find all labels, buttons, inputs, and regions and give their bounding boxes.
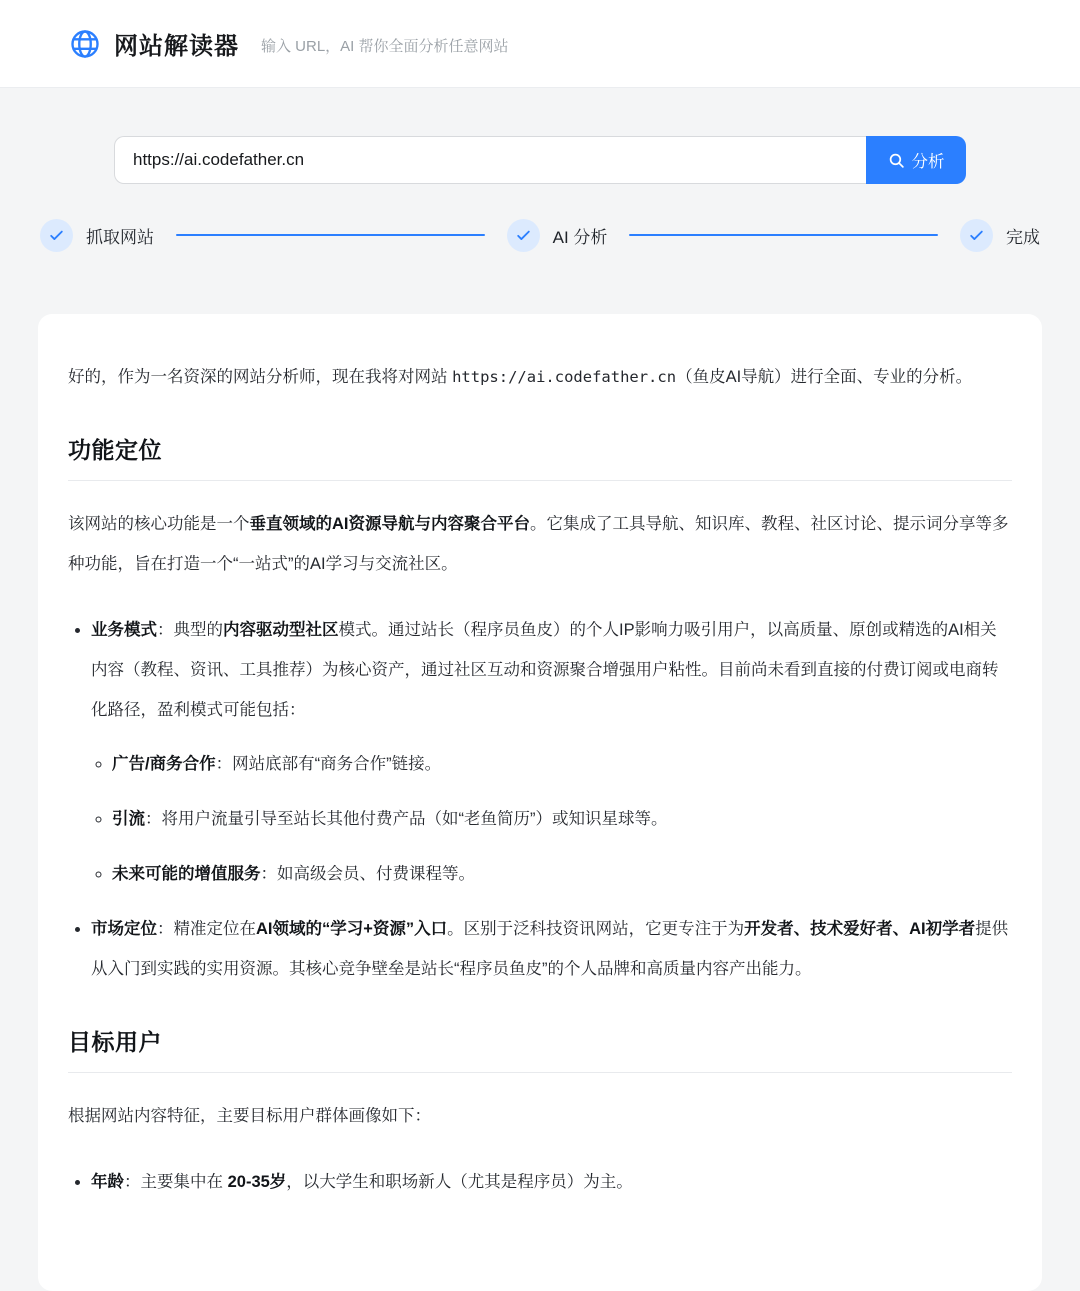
text-run: 根据网站内容特征，主要目标用户群体画像如下： xyxy=(68,1106,431,1125)
search-bar xyxy=(114,136,966,184)
text-run: ：典型的 xyxy=(157,620,223,639)
text-run: ：如高级会员、付费课程等。 xyxy=(260,865,475,884)
section-heading: 功能定位 xyxy=(68,436,1012,481)
report-sublist-item xyxy=(112,745,1012,785)
step-circle xyxy=(960,219,993,252)
inline-code: https://ai.codefather.cn xyxy=(452,368,677,386)
bold-text: 年龄 xyxy=(91,1172,124,1191)
report-list-item xyxy=(91,611,1012,896)
section-heading: 目标用户 xyxy=(68,1028,1012,1073)
text-run: ：网站底部有“商务合作”链接。 xyxy=(215,755,442,774)
report-paragraph xyxy=(68,1097,1012,1137)
check-icon xyxy=(968,227,985,244)
globe-icon xyxy=(70,29,100,59)
step-circle xyxy=(40,219,73,252)
check-icon xyxy=(48,227,65,244)
app-header xyxy=(0,0,1080,88)
analyze-button-label: 分析 xyxy=(911,153,945,171)
text-run: 模式。通过站长（程序员鱼皮）的个人IP影响力吸引用户，以高质量、原创或精选的AI相关内容（教程、资讯、工具推荐）为核心资产，通过社区互动和资源聚合增强用户粘性。目前尚未看到直接的付费订阅或电商转化路径，盈利模式可能包括： xyxy=(91,620,999,719)
url-input[interactable] xyxy=(114,136,866,184)
bold-text: 未来可能的增值服务 xyxy=(112,865,261,884)
app-title: 网站解读器 xyxy=(114,33,239,60)
report-list xyxy=(68,1163,1012,1203)
text-run: ：将用户流量引导至站长其他付费产品（如“老鱼简历”）或知识星球等。 xyxy=(145,810,668,829)
app-subtitle: 输入 URL，AI 帮你全面分析任意网站 xyxy=(261,38,509,55)
bold-text: 广告/商务合作 xyxy=(112,755,216,774)
text-run: 。它集成了工具导航、知识库、教程、社区讨论、提示词分享等多种功能，旨在打造一个“一站式”的AI学习与交流社区。 xyxy=(68,514,1009,573)
report-paragraph xyxy=(68,358,1012,398)
bold-text: AI领域的“学习+资源”入口 xyxy=(256,920,448,939)
step-fetch-site xyxy=(40,219,154,252)
text-run: （鱼皮AI导航）进行全面、专业的分析。 xyxy=(676,368,973,386)
report-list-item xyxy=(91,1163,1012,1203)
text-run: 该网站的核心功能是一个 xyxy=(68,514,250,533)
step-connector xyxy=(176,234,485,236)
report-body xyxy=(68,358,1012,1203)
search-icon xyxy=(888,152,905,169)
step-label: 完成 xyxy=(1006,227,1041,247)
step-label: 抓取网站 xyxy=(86,227,154,247)
bold-text: 引流 xyxy=(112,810,145,829)
step-done xyxy=(960,219,1040,252)
text-run: 提供从入门到实践的实用资源。其核心竞争壁垒是站长“程序员鱼皮”的个人品牌和高质量内容产出能力。 xyxy=(91,920,1009,979)
bold-text: 20-35岁 xyxy=(227,1172,287,1191)
report-sublist-item xyxy=(112,800,1012,840)
text-run: ，以大学生和职场新人（尤其是程序员）为主。 xyxy=(286,1172,633,1191)
bold-text: 业务模式 xyxy=(91,620,157,639)
progress-stepper xyxy=(0,218,1080,252)
analysis-report-card xyxy=(38,314,1042,1291)
step-label: AI 分析 xyxy=(552,227,608,247)
bold-text: 开发者、技术爱好者、AI初学者 xyxy=(744,920,976,939)
report-paragraph xyxy=(68,505,1012,585)
report-list xyxy=(68,611,1012,990)
text-run: 。区别于泛科技资讯网站，它更专注于为 xyxy=(447,920,745,939)
report-sublist xyxy=(91,745,1012,895)
text-run: ：主要集中在 xyxy=(124,1172,228,1191)
bold-text: 内容驱动型社区 xyxy=(223,620,339,639)
bold-text: 市场定位 xyxy=(91,920,157,939)
text-run: 好的，作为一名资深的网站分析师，现在我将对网站 xyxy=(68,368,453,386)
check-icon xyxy=(515,227,532,244)
report-sublist-item xyxy=(112,855,1012,895)
step-ai-analysis xyxy=(507,219,608,252)
step-circle xyxy=(507,219,540,252)
analyze-button[interactable] xyxy=(866,136,966,184)
text-run: ：精准定位在 xyxy=(157,920,256,939)
report-list-item xyxy=(91,910,1012,990)
step-connector xyxy=(629,234,938,236)
bold-text: 垂直领域的AI资源导航与内容聚合平台 xyxy=(249,514,530,533)
